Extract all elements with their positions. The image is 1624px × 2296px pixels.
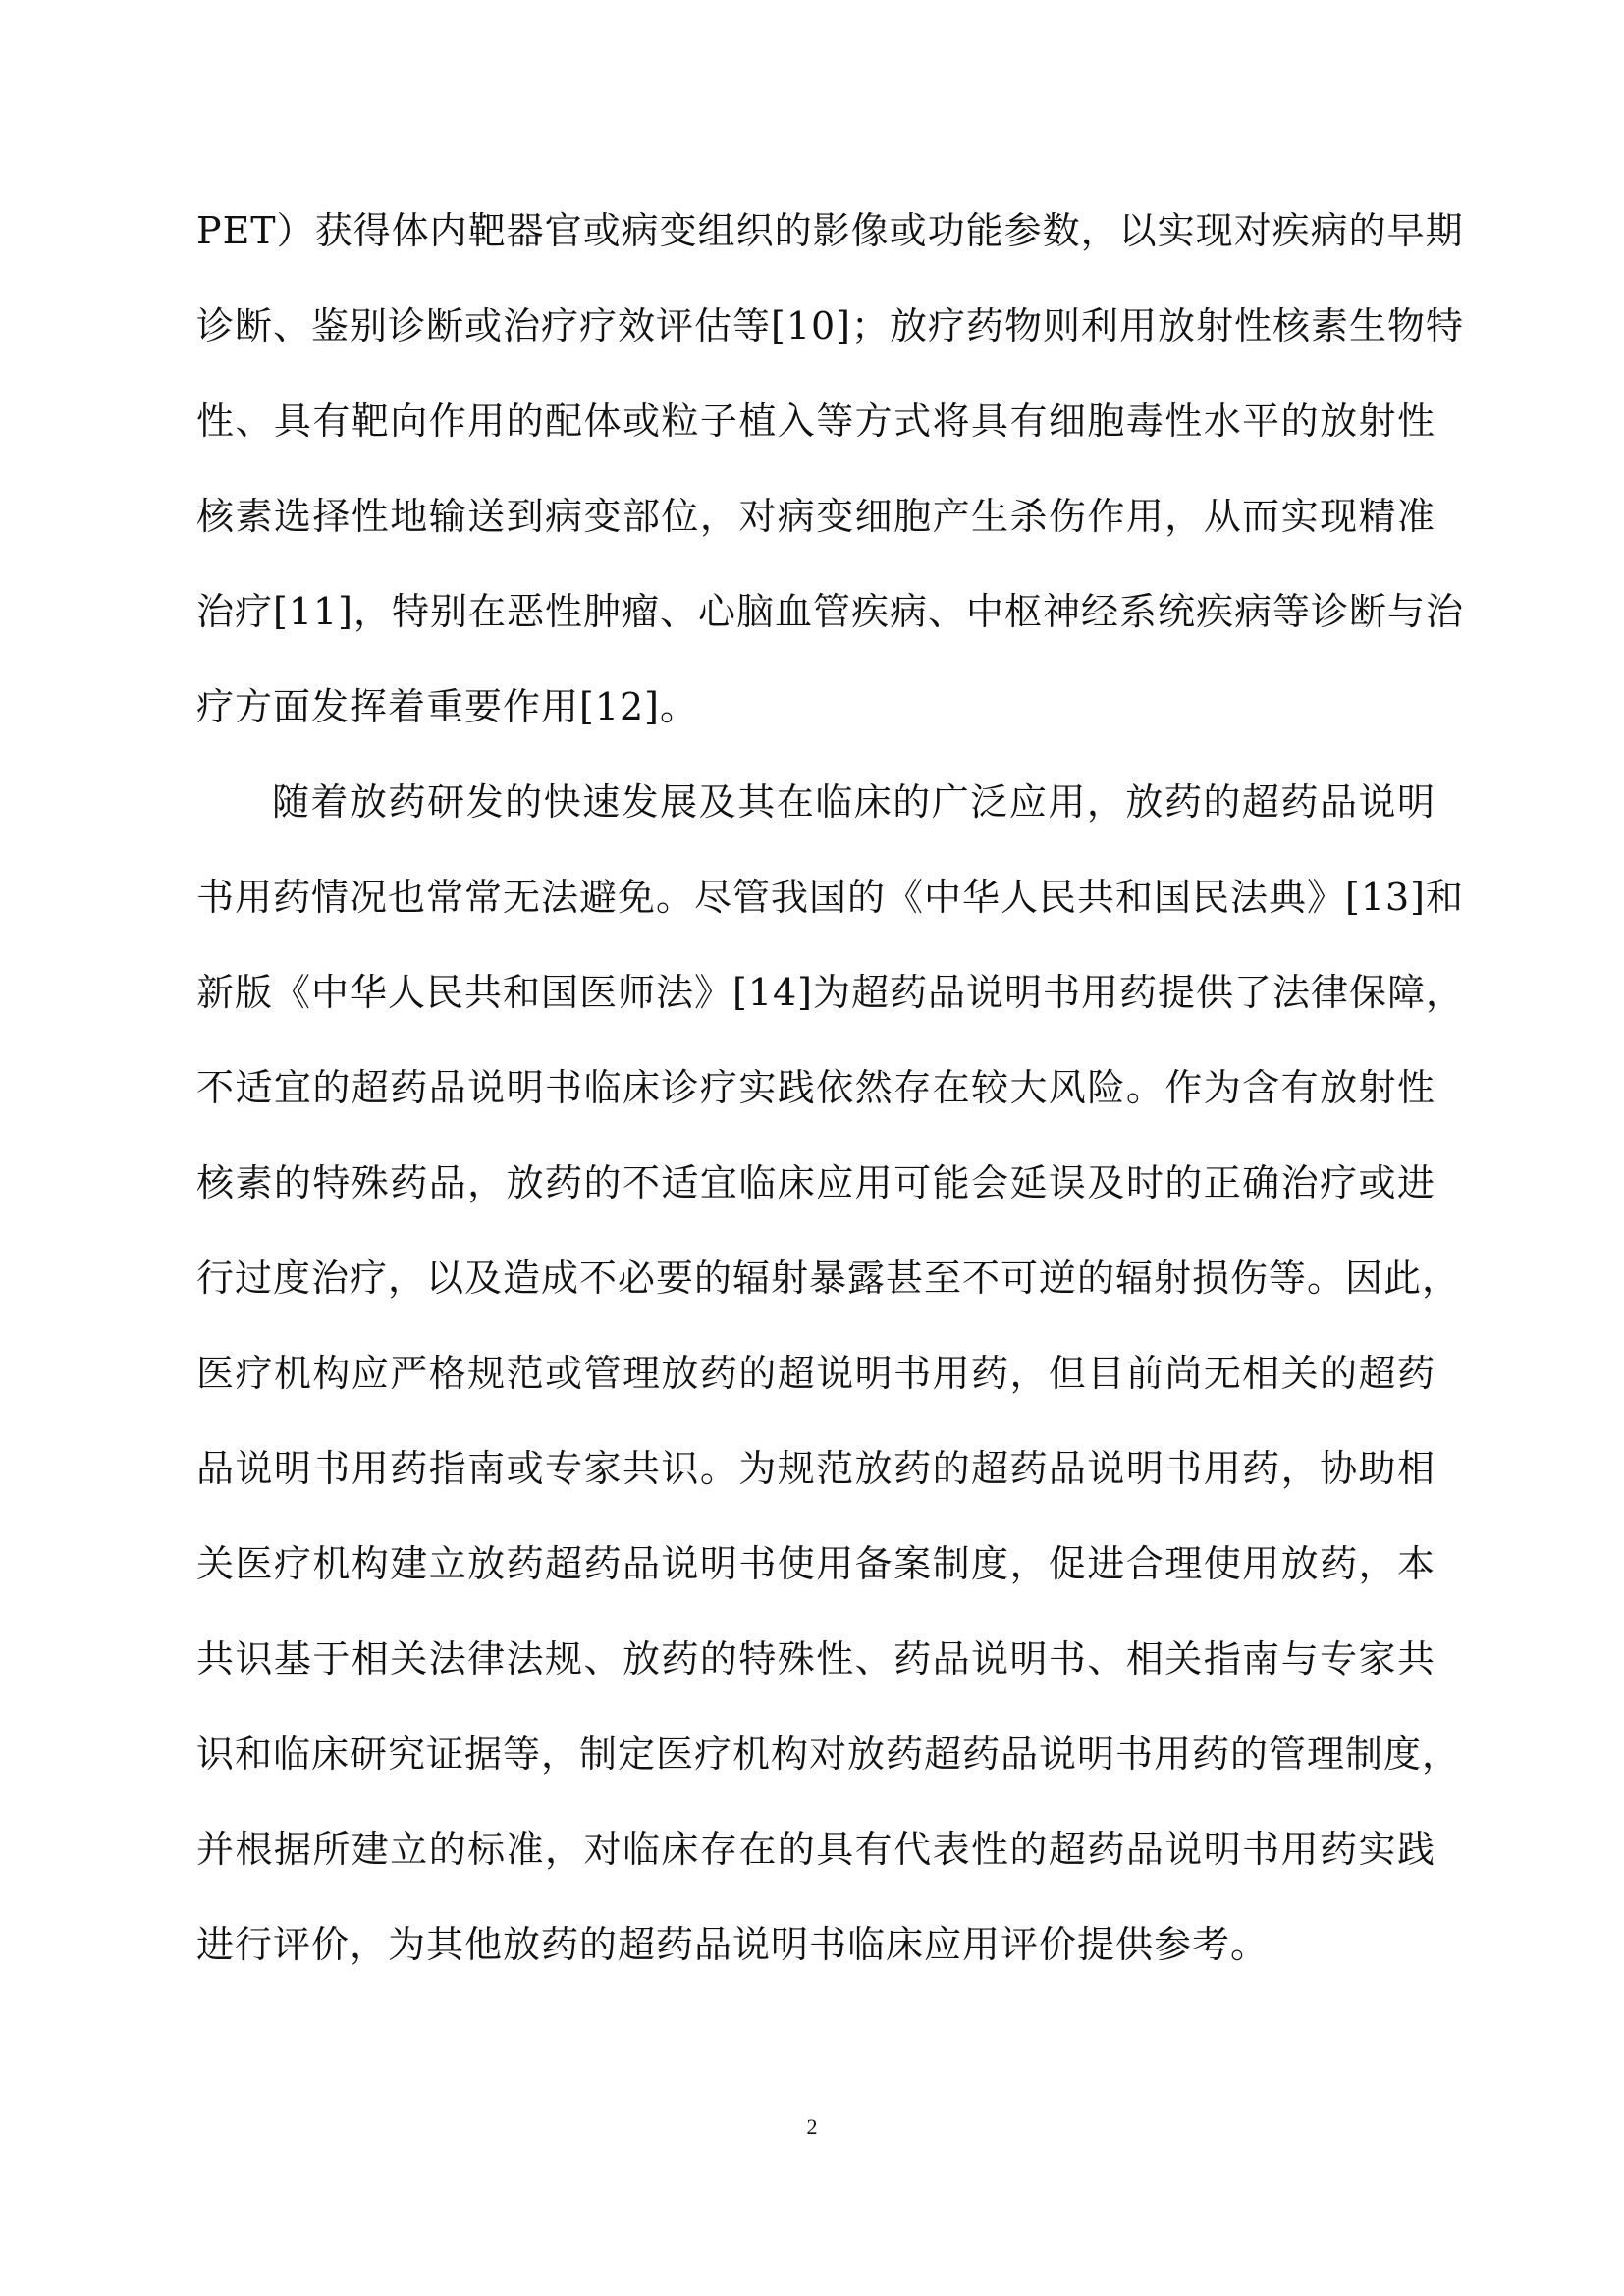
text-line: 疗方面发挥着重要作用[12]。 bbox=[196, 685, 699, 728]
page-number: 2 bbox=[806, 2114, 818, 2139]
text-line: 核素选择性地输送到病变部位，对病变细胞产生杀伤作用，从而实现精准 bbox=[196, 495, 1435, 538]
text-line: 共识基于相关法律法规、放药的特殊性、药品说明书、相关指南与专家共 bbox=[196, 1637, 1435, 1681]
text-line: 关医疗机构建立放药超药品说明书使用备案制度，促进合理使用放药，本 bbox=[196, 1542, 1435, 1585]
text-line: 治疗[11]，特别在恶性肿瘤、心脑血管疾病、中枢神经系统疾病等诊断与治 bbox=[196, 590, 1465, 633]
text-line: 不适宜的超药品说明书临床诊疗实践依然存在较大风险。作为含有放射性 bbox=[196, 1066, 1435, 1109]
text-line: 行过度治疗，以及造成不必要的辐射暴露甚至不可逆的辐射损伤等。因此， bbox=[196, 1256, 1461, 1300]
text-line: 诊断、鉴别诊断或治疗疗效评估等[10]；放疗药物则利用放射性核素生物特 bbox=[196, 304, 1465, 347]
text-line: 品说明书用药指南或专家共识。为规范放药的超药品说明书用药，协助相 bbox=[196, 1447, 1435, 1490]
text-line: 性、具有靶向作用的配体或粒子植入等方式将具有细胞毒性水平的放射性 bbox=[196, 400, 1435, 443]
text-line: 书用药情况也常常无法避免。尽管我国的《中华人民共和国民法典》[13]和 bbox=[196, 876, 1465, 919]
text-line: 新版《中华人民共和国医师法》[14]为超药品说明书用药提供了法律保障， bbox=[196, 971, 1465, 1014]
text-line: 核素的特殊药品，放药的不适宜临床应用可能会延误及时的正确治疗或进 bbox=[196, 1161, 1435, 1204]
text-line: 识和临床研究证据等，制定医疗机构对放药超药品说明书用药的管理制度， bbox=[196, 1733, 1461, 1776]
text-line: 随着放药研发的快速发展及其在临床的广泛应用，放药的超药品说明 bbox=[272, 780, 1435, 824]
text-line: 并根据所建立的标准，对临床存在的具有代表性的超药品说明书用药实践 bbox=[196, 1828, 1435, 1871]
text-line: 医疗机构应严格规范或管理放药的超说明书用药，但目前尚无相关的超药 bbox=[196, 1352, 1435, 1395]
text-line: PET）获得体内靶器官或病变组织的影像或功能参数，以实现对疾病的早期 bbox=[196, 209, 1464, 252]
text-line: 进行评价，为其他放药的超药品说明书临床应用评价提供参考。 bbox=[196, 1923, 1270, 1966]
